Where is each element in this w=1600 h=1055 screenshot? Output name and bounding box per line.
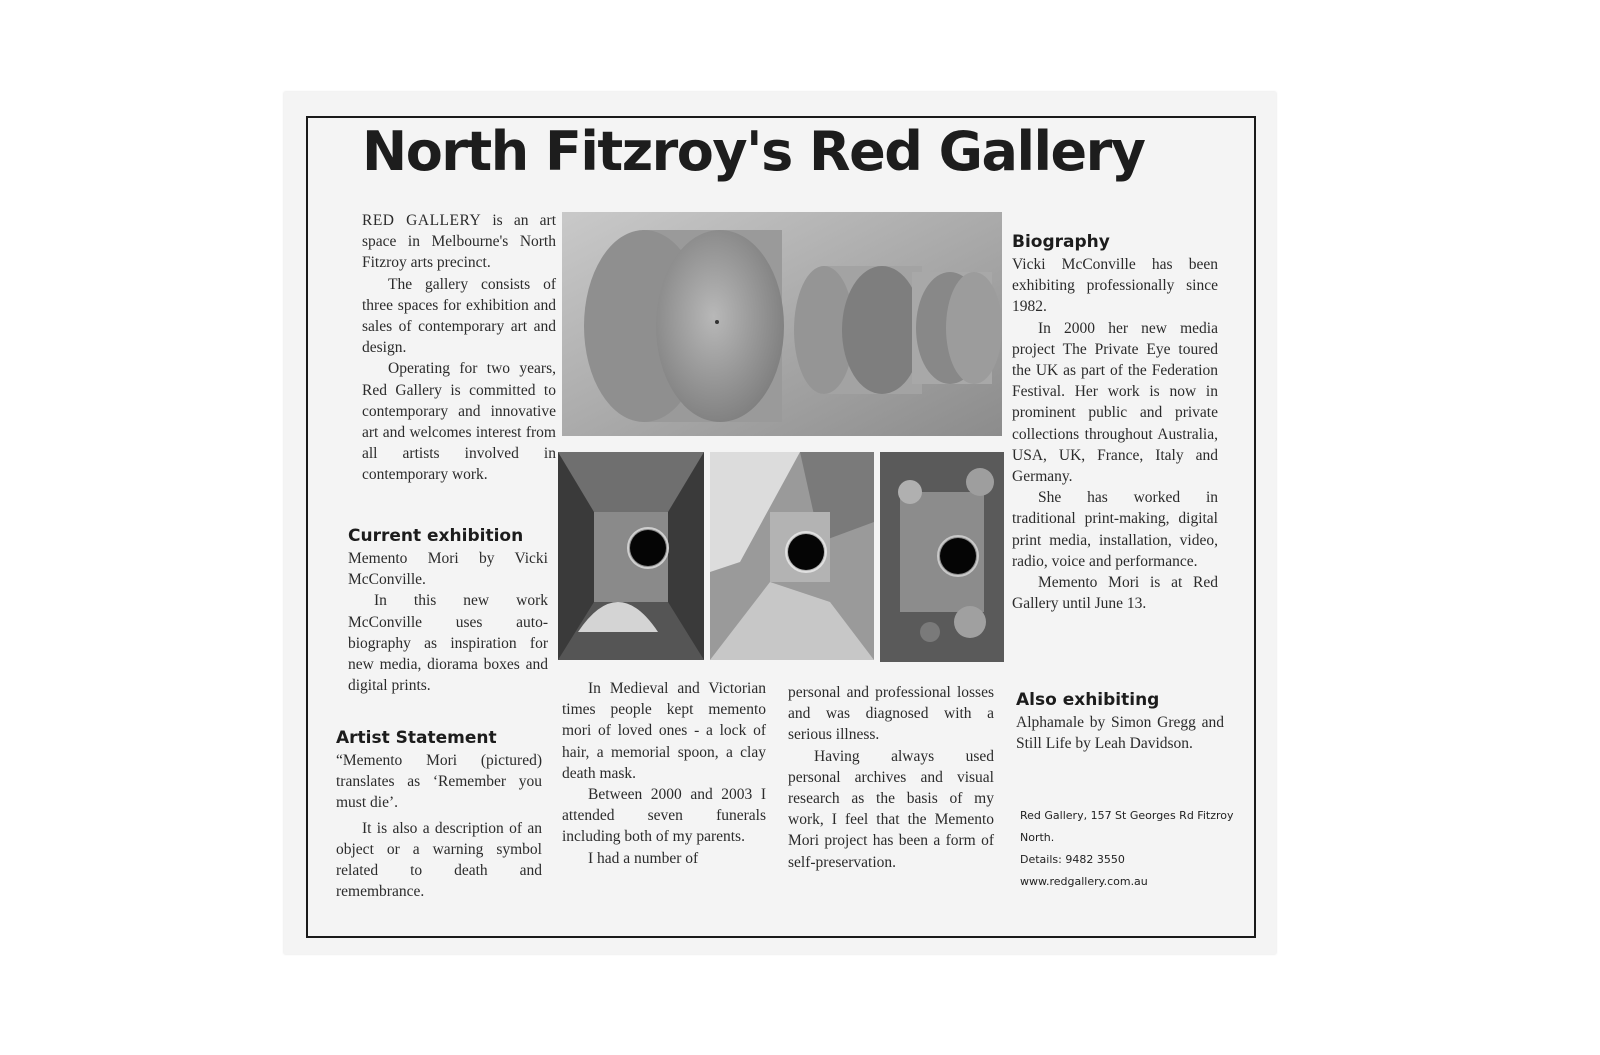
middle-paragraph-3: I had a number of bbox=[588, 849, 699, 867]
current-exhibition-section bbox=[348, 524, 548, 696]
intro-column bbox=[362, 210, 556, 486]
diorama-box-fabric-photo bbox=[710, 452, 874, 660]
also-exhibiting-section bbox=[1016, 688, 1224, 754]
biography-paragraph-4: Memento Mori is at Red Gallery until June 13. bbox=[1012, 574, 1218, 613]
gallery-phone: Details: 9482 3550 bbox=[1020, 853, 1125, 866]
headline: North Fitzroy's Red Gallery bbox=[362, 120, 1145, 183]
gallery-name: RED GALLERY bbox=[362, 212, 482, 229]
middle-column-2 bbox=[788, 682, 994, 873]
wooden-cylinders-photo bbox=[562, 212, 1002, 436]
biography-section bbox=[1012, 230, 1218, 614]
intro-text-1: is an art space in Melbourne's North Fitzroy arts precinct. bbox=[362, 212, 556, 272]
artist-statement-heading: Artist Statement bbox=[336, 728, 497, 748]
intro-paragraph-1 bbox=[362, 210, 556, 274]
gallery-website: www.redgallery.com.au bbox=[1020, 875, 1148, 888]
diorama-box-foil-photo bbox=[880, 452, 1004, 662]
also-exhibiting-paragraph: Alphamale by Simon Gregg and Still Life by Leah Davidson. bbox=[1016, 714, 1224, 753]
middle2-paragraph-2: Having always used personal archives and visual research as the basis of my work, I feel that the Memento Mori project has been a form of self-preservation. bbox=[788, 747, 994, 871]
middle-paragraph-2: Between 2000 and 2003 I attended seven funerals including both of my parents. bbox=[562, 786, 766, 846]
current-exhibition-paragraph-1: Memento Mori by Vicki McConville. bbox=[348, 550, 548, 589]
biography-paragraph-2: In 2000 her new media project The Private Eye toured the UK as part of the Federation Festival. Her work is now in prominent public and private collections throughout Australia, USA, UK, France, Italy and Germany. bbox=[1012, 319, 1218, 486]
intro-paragraph-2: The gallery consists of three spaces for exhibition and sales of contemporary art and design. bbox=[362, 275, 556, 357]
biography-heading: Biography bbox=[1012, 232, 1110, 252]
also-exhibiting-heading: Also exhibiting bbox=[1016, 690, 1160, 710]
artist-statement-section bbox=[336, 726, 542, 902]
artist-statement-paragraph-1: “Memento Mori (pictured) translates as ‘Remember you must die’. bbox=[336, 752, 542, 812]
gallery-address: Red Gallery, 157 St Georges Rd Fitzroy North. bbox=[1020, 809, 1234, 844]
contact-details bbox=[1020, 805, 1240, 893]
biography-paragraph-1: Vicki McConville has been exhibiting professionally since 1982. bbox=[1012, 256, 1218, 316]
middle2-paragraph-1: personal and professional losses and was diagnosed with a serious illness. bbox=[788, 684, 994, 744]
current-exhibition-paragraph-2: In this new work McConville uses auto-biography as inspiration for new media, diorama boxes and digital prints. bbox=[348, 592, 548, 695]
biography-paragraph-3: She has worked in traditional print-making, digital print media, installation, video, radio, voice and performance. bbox=[1012, 489, 1218, 570]
artist-statement-paragraph-2: It is also a description of an object or a warning symbol related to death and remembrance. bbox=[336, 819, 542, 901]
diorama-box-fan-photo bbox=[558, 452, 704, 660]
middle-column-1 bbox=[562, 678, 766, 869]
current-exhibition-heading: Current exhibition bbox=[348, 526, 524, 546]
middle-paragraph-1: In Medieval and Victorian times people kept memento mori of loved ones - a lock of hair, a memorial spoon, a clay death mask. bbox=[562, 680, 766, 782]
intro-paragraph-3: Operating for two years, Red Gallery is committed to contemporary and innovative art and welcomes interest from all artists involved in contemporary work. bbox=[362, 360, 556, 484]
